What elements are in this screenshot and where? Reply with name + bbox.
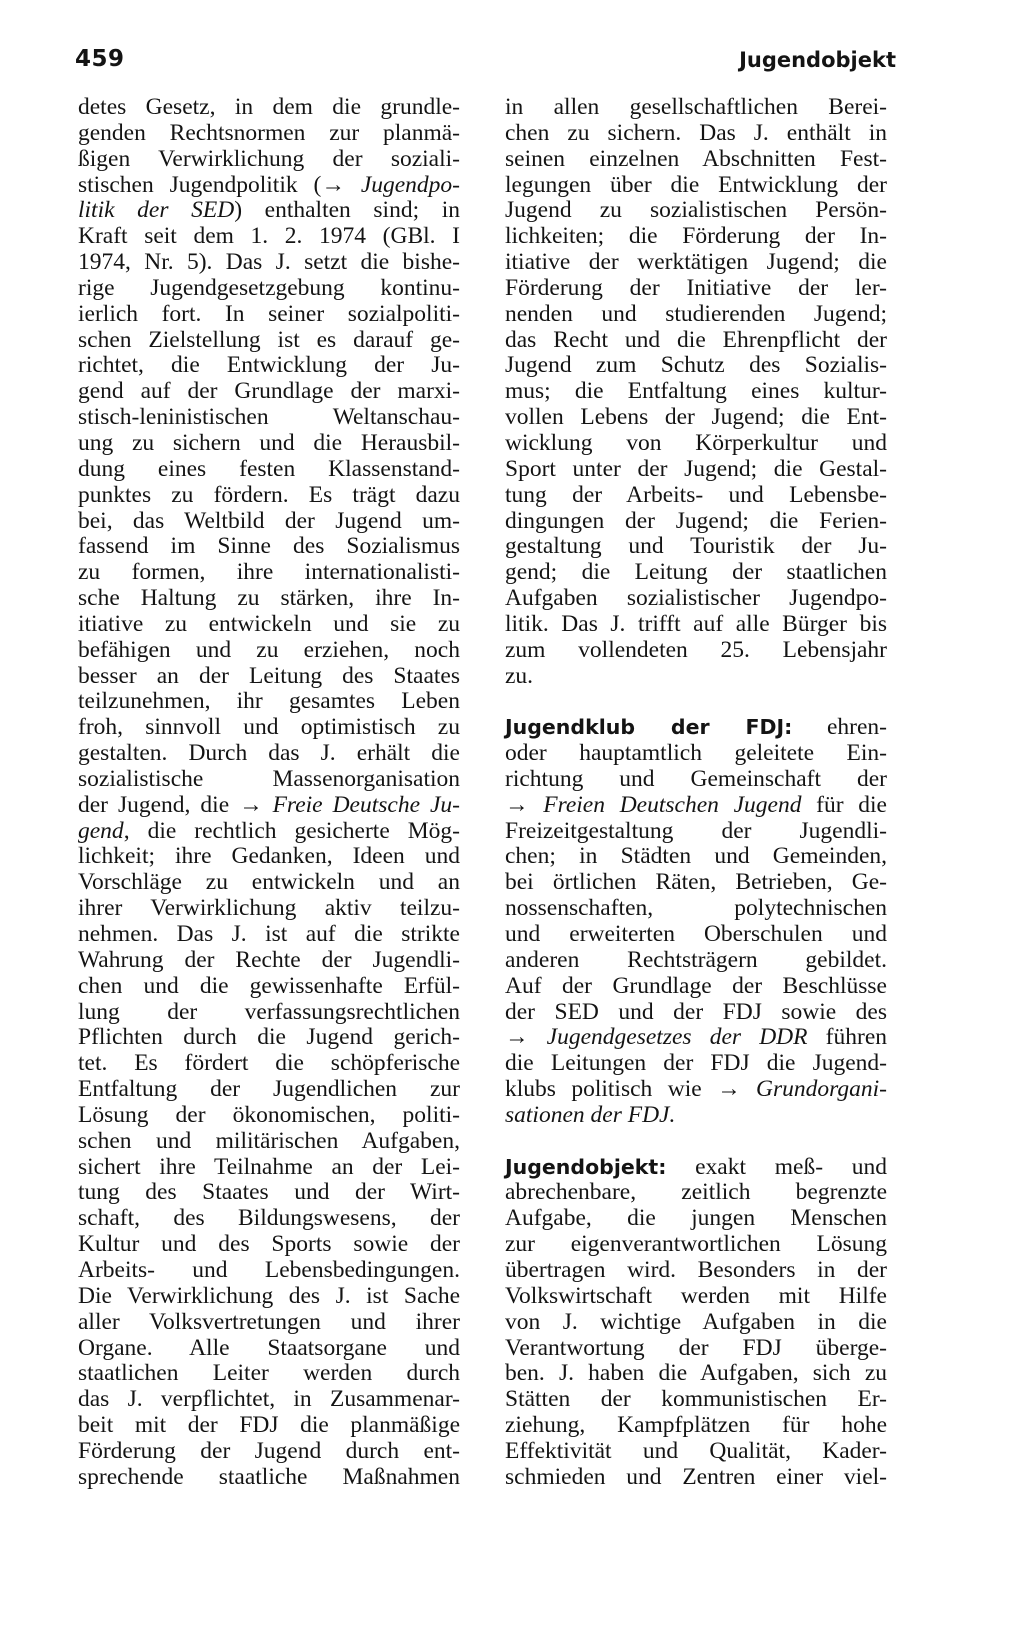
running-head: Jugendobjekt	[739, 48, 896, 72]
text-line	[505, 483, 887, 509]
text-line	[78, 974, 460, 1000]
text-line	[78, 534, 460, 560]
text-line	[78, 457, 460, 483]
line-text: Sport unter der Jugend; die Gestal-	[505, 455, 887, 482]
line-text: Arbeits- und Lebensbedingungen.	[78, 1256, 460, 1283]
text-line	[78, 1439, 460, 1465]
text-line	[505, 1439, 887, 1465]
text-line	[78, 1361, 460, 1387]
line-text: chen zu sichern. Das J. enthält in	[505, 119, 887, 146]
line-text: nehmen. Das J. ist auf die strikte	[78, 921, 460, 947]
text-line	[505, 1336, 887, 1362]
line-text: übertragen wird. Besonders in der	[505, 1256, 887, 1283]
line-text: Freizeitgestaltung der Jugendli-	[505, 817, 887, 844]
text-line	[78, 353, 460, 379]
line-text: froh, sinnvoll und optimistisch zu	[78, 714, 460, 741]
line-text: punktes zu fördern. Es trägt dazu	[78, 481, 460, 508]
line-text: litik. Das J. trifft auf alle Bürger bis	[505, 610, 887, 637]
text-line	[505, 1180, 887, 1206]
text-line	[78, 1465, 460, 1491]
headword: Jugendobjekt:	[505, 1154, 667, 1179]
text-line	[505, 819, 887, 845]
line-text: Kultur und des Sports sowie der	[78, 1231, 460, 1258]
line-text: nossenschaften, polytechnischen	[505, 895, 887, 922]
text-line	[78, 1077, 460, 1103]
line-text: Organe. Alle Staatsorgane und	[78, 1334, 460, 1361]
text-line	[78, 819, 460, 845]
line-text: vollen Lebens der Jugend; die Ent-	[505, 404, 887, 431]
line-text: lichkeiten; die Förderung der In-	[505, 223, 887, 250]
text-line	[78, 276, 460, 302]
text-line	[78, 922, 460, 948]
text-line	[505, 1465, 887, 1491]
line-text: Effektivität und Qualität, Kader-	[505, 1437, 887, 1464]
text-line	[505, 612, 887, 638]
text-line	[505, 1077, 887, 1103]
text-line	[505, 379, 887, 405]
text-line	[505, 353, 887, 379]
line-text: seinen einzelnen Abschnitten Fest-	[505, 145, 887, 172]
line-text: Entfaltung der Jugendlichen zur	[78, 1076, 460, 1103]
text-line	[78, 302, 460, 328]
text-line	[505, 95, 887, 121]
text-line	[78, 1258, 460, 1284]
line-text: lung der verfassungsrechtlichen	[78, 998, 460, 1025]
text-line	[78, 405, 460, 431]
text-line	[505, 715, 887, 741]
line-text: rige Jugendgesetzgebung kontinu-	[78, 274, 460, 301]
text-line	[505, 870, 887, 896]
line-text: Jugend zum Schutz des Sozialis-	[505, 352, 887, 379]
line-text: →	[505, 1024, 547, 1051]
text-line	[505, 302, 887, 328]
text-line	[78, 586, 460, 612]
line-text: sozialistische Massenorganisation	[78, 765, 460, 792]
line-text: Verantwortung der FDJ überge-	[505, 1334, 887, 1361]
text-line	[505, 586, 887, 612]
text-line	[505, 147, 887, 173]
text-line	[505, 1206, 887, 1232]
line-text: Vorschläge zu entwickeln und an	[78, 869, 460, 896]
line-text: ehren-	[792, 714, 887, 741]
text-line	[505, 1413, 887, 1439]
line-text: 1974, Nr. 5). Das J. setzt die bishe-	[78, 249, 460, 276]
text-line	[505, 431, 887, 457]
line-text: bei, das Weltbild der Jugend um-	[78, 507, 460, 534]
text-line	[78, 1232, 460, 1258]
line-text: nenden und studierenden Jugend;	[505, 300, 887, 327]
text-line	[505, 1387, 887, 1413]
cross-reference: Freien Deutschen Jugend	[543, 791, 802, 818]
text-line	[78, 379, 460, 405]
line-text: und erweiterten Oberschulen und	[505, 921, 887, 947]
line-text: zur eigenverantwortlichen Lösung	[505, 1231, 887, 1258]
text-line	[78, 147, 460, 173]
text-line	[78, 95, 460, 121]
line-text: oder hauptamtlich geleitete Ein-	[505, 740, 887, 767]
line-text: teilzunehmen, ihr gesamtes Leben	[78, 688, 460, 715]
line-text: tung der Arbeits- und Lebensbe-	[505, 481, 887, 508]
line-text: befähigen und zu erziehen, noch	[78, 636, 460, 663]
text-line	[78, 328, 460, 354]
text-line	[78, 844, 460, 870]
text-line	[78, 1000, 460, 1026]
text-line	[505, 974, 887, 1000]
line-text: anderen Rechtsträgern gebildet.	[505, 946, 887, 973]
text-line	[78, 870, 460, 896]
line-text: lichkeit; ihre Gedanken, Ideen und	[78, 843, 460, 870]
text-line	[78, 715, 460, 741]
right-column	[505, 95, 887, 1491]
text-line	[505, 250, 887, 276]
line-text: aller Volksvertretungen und ihrer	[78, 1308, 460, 1335]
text-line	[505, 922, 887, 948]
line-text: sche Haltung zu stärken, ihre In-	[78, 585, 460, 612]
text-line	[78, 431, 460, 457]
line-text: tet. Es fördert die schöpferische	[78, 1050, 460, 1077]
text-line	[78, 560, 460, 586]
text-line	[78, 664, 460, 690]
line-text: chen; in Städten und Gemeinden,	[505, 843, 887, 870]
line-text: das Recht und die Ehrenpflicht der	[505, 326, 887, 353]
line-text: richtung und Gemeinschaft der	[505, 765, 887, 792]
text-line	[505, 121, 887, 147]
text-line	[505, 328, 887, 354]
line-text: itiative der werktätigen Jugend; die	[505, 249, 887, 276]
text-line	[505, 1025, 887, 1051]
line-text: sprechende staatliche Maßnahmen	[78, 1463, 460, 1490]
text-line	[505, 1232, 887, 1258]
text-line	[78, 1155, 460, 1181]
line-text-tail: ) enthalten sind; in	[234, 197, 461, 224]
text-line	[505, 1000, 887, 1026]
text-line	[505, 509, 887, 535]
text-line	[78, 250, 460, 276]
line-text: stischen Jugendpolitik (→	[78, 171, 361, 198]
line-text: in allen gesellschaftlichen Berei-	[505, 94, 887, 120]
text-line	[78, 1284, 460, 1310]
text-line	[505, 276, 887, 302]
line-text: zu.	[505, 662, 534, 689]
line-text: schen Zielstellung ist es darauf ge-	[78, 326, 460, 353]
line-text: ung zu sichern und die Herausbil-	[78, 429, 460, 456]
line-text: der Jugend, die →	[78, 791, 273, 818]
line-text: exakt meß- und	[666, 1153, 887, 1180]
text-line	[505, 1284, 887, 1310]
text-line	[78, 224, 460, 250]
line-text: wicklung von Körperkultur und	[505, 429, 887, 456]
text-line	[78, 1025, 460, 1051]
line-text: gestalten. Durch das J. erhält die	[78, 740, 460, 767]
line-text: genden Rechtsnormen zur planmä-	[78, 119, 460, 146]
line-text-tail: für die	[801, 791, 887, 818]
text-line	[78, 741, 460, 767]
line-text: legungen über die Entwicklung der	[505, 171, 887, 198]
text-line	[505, 638, 887, 664]
text-line	[78, 483, 460, 509]
line-text: Förderung der Initiative der ler-	[505, 274, 887, 301]
text-line	[78, 1387, 460, 1413]
line-text: von J. wichtige Aufgaben in die	[505, 1308, 887, 1335]
text-line	[505, 948, 887, 974]
line-text: schen und militärischen Aufgaben,	[78, 1127, 460, 1154]
text-line	[505, 457, 887, 483]
text-line	[78, 198, 460, 224]
text-line	[505, 664, 887, 690]
text-line	[78, 948, 460, 974]
line-text: tung des Staates und der Wirt-	[78, 1179, 460, 1206]
line-text: itiative zu entwickeln und sie zu	[78, 610, 460, 637]
line-text-tail: führen	[807, 1024, 887, 1051]
line-text: zum vollendeten 25. Lebensjahr	[505, 636, 887, 663]
text-line	[78, 1310, 460, 1336]
line-text: beit mit der FDJ die planmäßige	[78, 1412, 460, 1439]
line-text: Jugend zu sozialistischen Persön-	[505, 197, 887, 224]
line-text: richtet, die Entwicklung der Ju-	[78, 352, 460, 379]
line-text: Aufgabe, die jungen Menschen	[505, 1205, 887, 1232]
text-line	[505, 560, 887, 586]
line-text: ßigen Verwirklichung der soziali-	[78, 145, 460, 172]
line-text: Lösung der ökonomischen, politi-	[78, 1101, 460, 1128]
line-text: zu formen, ihre internationalisti-	[78, 559, 460, 586]
line-text: Stätten der kommunistischen Er-	[505, 1386, 887, 1413]
cross-reference: litik der SED	[78, 197, 235, 224]
cross-reference: sationen der FDJ.	[505, 1101, 676, 1128]
text-line	[505, 767, 887, 793]
text-line	[505, 173, 887, 199]
text-line	[505, 896, 887, 922]
text-line	[505, 793, 887, 819]
text-line	[505, 1258, 887, 1284]
line-text: ierlich fort. In seiner sozialpoliti-	[78, 300, 460, 327]
line-text: gend auf der Grundlage der marxi-	[78, 378, 460, 405]
text-line	[78, 793, 460, 819]
line-text: die Leitungen der FDJ die Jugend-	[505, 1050, 887, 1077]
line-text: besser an der Leitung des Staates	[78, 662, 460, 689]
text-line	[78, 1206, 460, 1232]
cross-reference: Grundorgani-	[756, 1076, 887, 1103]
text-line	[505, 1103, 887, 1129]
text-line	[505, 198, 887, 224]
line-text: Förderung der Jugend durch ent-	[78, 1437, 460, 1464]
text-line	[505, 224, 887, 250]
text-line	[78, 173, 460, 199]
text-line	[505, 405, 887, 431]
text-line	[505, 1361, 887, 1387]
text-line	[78, 767, 460, 793]
line-text: Volkswirtschaft werden mit Hilfe	[505, 1282, 887, 1309]
cross-reference: Jugendpo-	[360, 171, 460, 198]
headword: Jugendklub der FDJ:	[505, 715, 793, 740]
line-text: Aufgaben sozialistischer Jugendpo-	[505, 585, 887, 612]
page-number: 459	[75, 46, 125, 72]
paragraph-gap	[505, 689, 887, 715]
line-text: der SED und der FDJ sowie des	[505, 998, 887, 1025]
line-text: sichert ihre Teilnahme an der Lei-	[78, 1153, 460, 1180]
text-line	[78, 1180, 460, 1206]
text-line	[78, 638, 460, 664]
line-text: schmieden und Zentren einer viel-	[505, 1463, 887, 1490]
line-text: mus; die Entfaltung eines kultur-	[505, 378, 887, 405]
line-text-tail: , die rechtlich gesicherte Mög-	[123, 817, 460, 844]
line-text: gestaltung und Touristik der Ju-	[505, 533, 887, 560]
text-line	[78, 121, 460, 147]
line-text: Auf der Grundlage der Beschlüsse	[505, 972, 887, 999]
cross-reference: gend	[78, 817, 124, 844]
line-text: Kraft seit dem 1. 2. 1974 (GBl. I	[78, 223, 460, 250]
line-text: Die Verwirklichung des J. ist Sache	[78, 1282, 460, 1309]
line-text: ziehung, Kampfplätzen für hohe	[505, 1412, 887, 1439]
line-text: ben. J. haben die Aufgaben, sich zu	[505, 1360, 887, 1387]
line-text: chen und die gewissenhafte Erfül-	[78, 972, 460, 999]
line-text: fassend im Sinne des Sozialismus	[78, 533, 460, 560]
cross-reference: Jugendgesetzes der DDR	[546, 1024, 808, 1051]
line-text: stisch-leninistischen Weltanschau-	[78, 404, 460, 431]
text-line	[505, 534, 887, 560]
text-line	[78, 896, 460, 922]
line-text: detes Gesetz, in dem die grundle-	[78, 94, 460, 120]
line-text: Pflichten durch die Jugend gerich-	[78, 1024, 460, 1051]
text-line	[78, 1129, 460, 1155]
line-text: dingungen der Jugend; die Ferien-	[505, 507, 887, 534]
text-line	[78, 689, 460, 715]
text-line	[505, 1310, 887, 1336]
line-text: staatlichen Leiter werden durch	[78, 1360, 460, 1387]
line-text: schaft, des Bildungswesens, der	[78, 1205, 460, 1232]
line-text: dung eines festen Klassenstand-	[78, 455, 460, 482]
line-text: abrechenbare, zeitlich begrenzte	[505, 1179, 887, 1206]
text-line	[505, 1051, 887, 1077]
text-line	[78, 1051, 460, 1077]
text-line	[78, 1336, 460, 1362]
line-text: ihrer Verwirklichung aktiv teilzu-	[78, 895, 460, 922]
text-line	[78, 1413, 460, 1439]
text-line	[505, 1155, 887, 1181]
text-line	[505, 741, 887, 767]
line-text: das J. verpflichtet, in Zusammenar-	[78, 1386, 460, 1413]
line-text: gend; die Leitung der staatlichen	[505, 559, 887, 586]
cross-reference: Freie Deutsche Ju-	[272, 791, 460, 818]
paragraph-gap	[505, 1129, 887, 1155]
text-line	[78, 509, 460, 535]
text-line	[505, 844, 887, 870]
text-line	[78, 612, 460, 638]
line-text: klubs politisch wie →	[505, 1076, 756, 1103]
left-column	[78, 95, 460, 1491]
line-text: Wahrung der Rechte der Jugendli-	[78, 946, 460, 973]
text-line	[78, 1103, 460, 1129]
line-text: bei örtlichen Räten, Betrieben, Ge-	[505, 869, 887, 896]
line-text: →	[505, 791, 544, 818]
